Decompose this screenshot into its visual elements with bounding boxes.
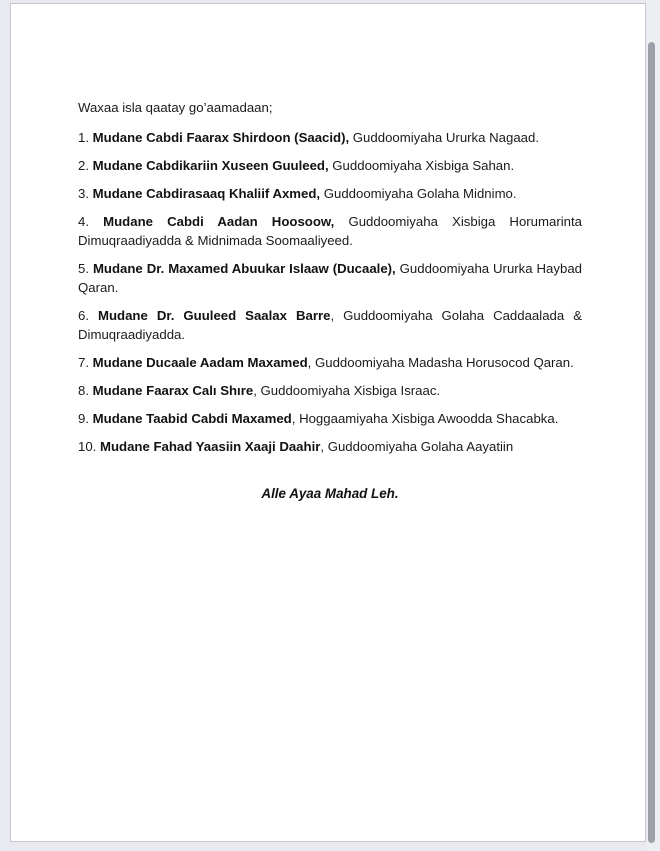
item-number: 10. — [78, 439, 100, 454]
item-number: 8. — [78, 383, 93, 398]
item-number: 1. — [78, 130, 93, 145]
item-role: , Guddoomiyaha Madasha Horusocod Qaran. — [307, 355, 574, 370]
list-item-4 — [78, 212, 582, 250]
list-item-3 — [78, 184, 582, 203]
item-role: Guddoomiyaha Xisbiga Sahan. — [328, 158, 515, 173]
item-name: Mudane Dr. Guuleed Saalax Barre — [98, 308, 331, 323]
item-role: , Guddoomiyaha Golaha Caddaalada & Dimuqraadiyadda. — [78, 308, 582, 342]
item-role: , Guddoomiyaha Xisbiga Israac. — [253, 383, 441, 398]
item-name: Mudane Cabdi Aadan Hoosoow, — [103, 214, 335, 229]
item-name: Mudane Cabdikariin Xuseen Guuleed, — [92, 158, 329, 173]
item-number: 7. — [78, 355, 93, 370]
list-item-5 — [78, 259, 582, 297]
item-number: 9. — [78, 411, 93, 426]
list-item-6 — [78, 306, 582, 344]
list-item-9 — [78, 409, 582, 428]
item-number: 3. — [78, 186, 93, 201]
document-content — [11, 4, 645, 503]
item-role: Guddoomiyaha Ururka Haybad Qaran. — [78, 261, 582, 295]
item-name: Mudane Cabdirasaaq Khaliif Axmed, — [92, 186, 321, 201]
item-role: , Hoggaamiyaha Xisbiga Awoodda Shacabka. — [291, 411, 559, 426]
item-number: 5. — [78, 261, 93, 276]
item-number: 6. — [78, 308, 98, 323]
item-name: Mudane Taabid Cabdi Maxamed — [92, 411, 292, 426]
list-item-1 — [78, 128, 582, 147]
document-page — [10, 3, 646, 842]
list-item-2 — [78, 156, 582, 175]
list-item-8 — [78, 381, 582, 400]
item-number: 4. — [78, 214, 104, 229]
intro-line: Waxaa isla qaatay go’aamadaan; — [78, 100, 273, 115]
item-role: , Guddoomiyaha Golaha Aayatiin — [320, 439, 514, 454]
item-name: Mudane Fahad Yaasiin Xaaji Daahir — [100, 439, 321, 454]
item-role: Guddoomiyaha Ururka Nagaad. — [349, 130, 540, 145]
item-role: Guddoomiyaha Xisbiga Horumarinta Dimuqraadiyadda & Midnimada Soomaaliyeed. — [78, 214, 582, 248]
item-name: Mudane Faarax Calı Shıre — [92, 383, 254, 398]
list-item-7 — [78, 353, 582, 372]
item-number: 2. — [78, 158, 93, 173]
item-name: Mudane Ducaale Aadam Maxamed — [92, 355, 308, 370]
item-name: Mudane Cabdi Faarax Shirdoon (Saacid), — [92, 130, 350, 145]
item-role: Guddoomiyaha Golaha Midnimo. — [320, 186, 517, 201]
item-name: Mudane Dr. Maxamed Abuukar Islaaw (Ducaale), — [92, 261, 396, 276]
closing-line: Alle Ayaa Mahad Leh. — [261, 486, 399, 501]
list-item-10 — [78, 437, 582, 456]
scrollbar-thumb[interactable] — [648, 42, 655, 843]
